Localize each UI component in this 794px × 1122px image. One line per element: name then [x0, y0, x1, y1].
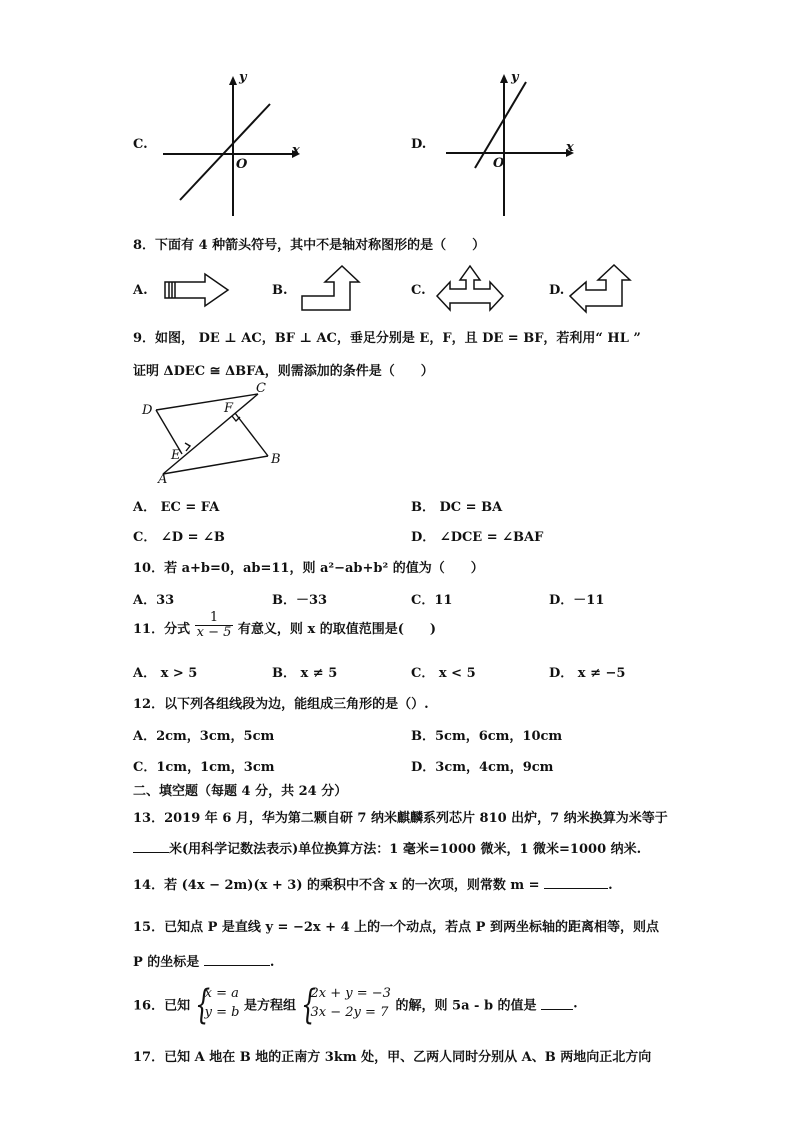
q7-d-x-axis-label: x: [566, 140, 574, 155]
q16-solution-line1: x = a: [204, 986, 239, 1001]
q11-stem-pre: 11．分式: [133, 622, 191, 637]
q14-stem: [133, 874, 613, 893]
q16-stem-mid: 是方程组: [243, 998, 296, 1014]
q8-stem: 8．下面有 4 种箭头符号，其中不是轴对称图形的是（ ）: [133, 238, 486, 253]
q15-line1: 15．已知点 P 是直线 y = −2x + 4 上的一个动点，若点 P 到两坐标轴的距离相等，则点: [133, 920, 659, 935]
q14-stem-pre: 14．若 (4x − 2m)(x + 3) 的乘积中不含 x 的一次项，则常数 m =: [133, 878, 540, 893]
q12-option-b: B．5cm，6cm，10cm: [411, 729, 563, 744]
q16-stem-post: 的解，则 5a - b 的值是: [395, 998, 537, 1014]
q14-answer-blank[interactable]: [544, 876, 608, 889]
q13-line1: 13．2019 年 6 月，华为第二颗自研 7 纳米麒麟系列芯片 810 出炉，7 纳米换算为米等于: [133, 811, 668, 826]
q16-brace-2-icon: {: [300, 982, 316, 1028]
q16-stem-end: .: [573, 996, 578, 1012]
q9-option-b: B． DC = BA: [411, 500, 503, 515]
q9-option-d: D． ∠DCE = ∠BAF: [411, 530, 544, 545]
q12-option-c: C．1cm，1cm，3cm: [133, 760, 275, 775]
section-2-heading: 二、填空题（每题 4 分，共 24 分）: [133, 784, 348, 799]
q16-brace-1-icon: {: [194, 982, 210, 1028]
q15-line2-pre: P 的坐标是: [133, 955, 200, 970]
q10-option-c: C．11: [411, 593, 453, 608]
q9-label-e: E: [171, 448, 181, 463]
q9-stem-line2: 证明 ΔDEC ≅ ΔBFA，则需添加的条件是（ ）: [133, 364, 434, 379]
q13-line2-text: 米(用科学记数法表示)单位换算方法：1 毫米=1000 微米，1 微米=1000 纳米.: [169, 842, 642, 857]
q7-d-y-axis-label: y: [511, 70, 519, 85]
q9-label-c: C: [256, 381, 266, 396]
q14-stem-post: .: [608, 878, 613, 893]
q8-option-b: B.: [272, 283, 288, 298]
q16-equation-line2: 3x − 2y = 7: [310, 1004, 389, 1020]
q17-line1: 17．已知 A 地在 B 地的正南方 3km 处，甲、乙两人同时分别从 A、B 两地向正北方向: [133, 1050, 652, 1065]
q9-label-f: F: [224, 401, 234, 416]
q7-option-c-label: C.: [133, 137, 148, 152]
q16-stem-pre: 16．已知: [133, 998, 191, 1014]
q13-answer-blank[interactable]: [133, 840, 169, 853]
q16-equation-system: [300, 982, 391, 1028]
q12-option-a: A．2cm，3cm，5cm: [133, 729, 275, 744]
q16-equation-line1: 2x + y = −3: [310, 986, 391, 1001]
q11-stem: [133, 609, 437, 640]
q7-c-y-axis-label: y: [239, 70, 247, 85]
q12-stem: 12．以下列各组线段为边，能组成三角形的是（）.: [133, 697, 429, 712]
q7-d-origin-label: O: [493, 156, 505, 171]
q11-fraction-numerator: 1: [195, 611, 234, 626]
q15-line2: [133, 951, 274, 970]
q8-option-c: C.: [411, 283, 426, 298]
q16-system-solution: [194, 982, 240, 1028]
q16-stem: [133, 982, 578, 1028]
q15-answer-blank[interactable]: [204, 953, 270, 966]
q13-line2: [133, 838, 641, 857]
q10-option-d: D．－11: [549, 593, 605, 608]
q9-label-a: A: [158, 472, 168, 487]
q7-c-origin-label: O: [236, 157, 248, 172]
q16-answer-blank[interactable]: [541, 997, 573, 1010]
q11-option-d: D． x ≠ −5: [549, 666, 626, 681]
q9-label-d: D: [142, 403, 153, 418]
q9-stem-line1: 9．如图， DE ⊥ AC，BF ⊥ AC，垂足分别是 E，F，且 DE = BF，若利用“ HL ”: [133, 331, 641, 346]
q11-stem-post: 有意义，则 x 的取值范围是( ): [237, 622, 437, 637]
q7-option-d-label: D.: [411, 137, 427, 152]
q15-line2-post: .: [269, 955, 275, 970]
q12-option-d: D．3cm，4cm，9cm: [411, 760, 554, 775]
q9-label-b: B: [271, 452, 281, 467]
q10-option-a: A．33: [133, 593, 175, 608]
q11-option-c: C． x < 5: [411, 666, 476, 681]
q10-option-b: B．－33: [272, 593, 328, 608]
q16-solution-line2: y = b: [204, 1004, 240, 1020]
q7-c-x-axis-label: x: [292, 143, 300, 158]
q9-option-a: A． EC = FA: [133, 500, 220, 515]
q9-option-c: C． ∠D = ∠B: [133, 530, 225, 545]
q11-fraction: [195, 611, 234, 641]
q8-option-d: D.: [549, 283, 565, 298]
q10-stem: 10．若 a+b=0，ab=11，则 a²−ab+b² 的值为（ ）: [133, 561, 484, 576]
q8-option-a: A.: [133, 283, 148, 298]
q11-option-b: B． x ≠ 5: [272, 666, 338, 681]
q11-option-a: A． x > 5: [133, 666, 198, 681]
q11-fraction-denominator: x − 5: [196, 625, 232, 640]
